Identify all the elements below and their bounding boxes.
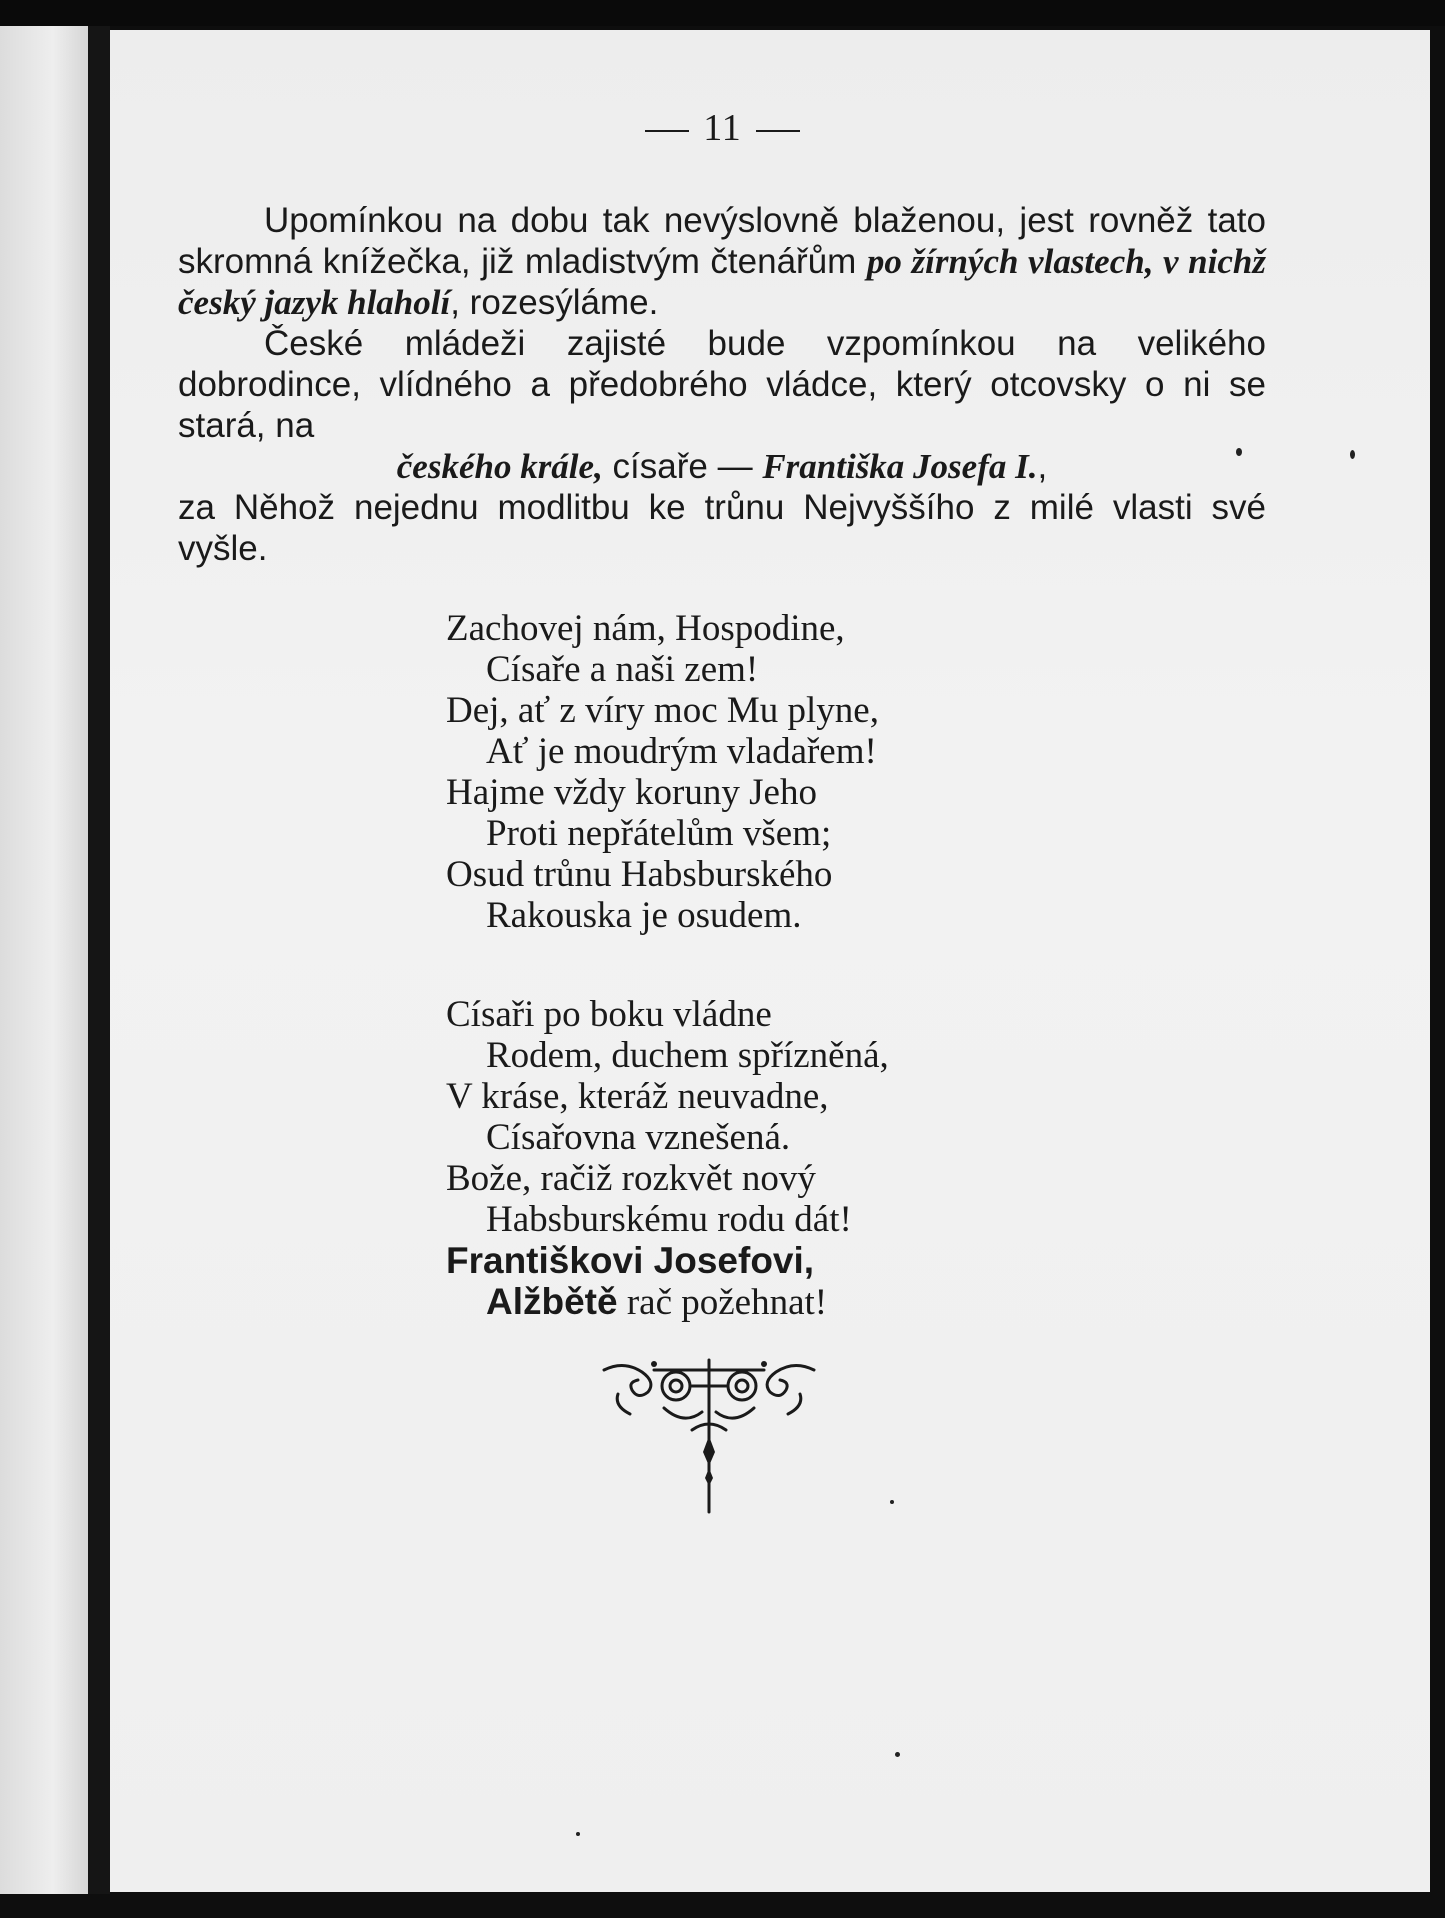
verse-line: V kráse, kteráž neuvadne, [446,1076,829,1117]
ink-speck [1350,450,1355,459]
intro-paragraph-3: za Něhož nejednu modlitbu ke trůnu Nejvyššího z milé vlasti své vyšle. [178,488,1266,568]
verse-line-final [446,1281,889,1323]
stanza-1 [446,608,889,936]
intro-text [178,200,1266,569]
king-emperor: císaře — [602,447,763,486]
scan-top-edge [0,0,1445,26]
anthem-verse [446,608,889,1381]
intro-p1-emphasis: po žírných vlastech, v nichž český jazyk hlaholí [178,242,1266,322]
header-dash-left [645,130,689,132]
intro-paragraph-2: České mládeži zajisté bude vzpomínkou na velikého dobrodince, vlídného a předobrého vládce, který otcovsky o ni se stará, na [178,324,1266,445]
king-comma: , [1037,447,1048,486]
empress-name: Alžbětě [486,1281,618,1322]
verse-line: Císaři po boku vládne [446,994,772,1035]
verse-line: Proti nepřátelům všem; [486,813,832,854]
verse-line: Dej, ať z víry moc Mu plyne, [446,690,879,731]
verse-line: Císařovna vznešená. [486,1117,791,1158]
ink-speck [890,1500,894,1504]
decorative-ornament-icon [594,1356,824,1516]
intro-p1-text: Upomínkou na dobu tak nevýslovně blaženou, jest rovněž tato skromná knížečka, již mladistvým čtenářům [178,201,1266,281]
previous-page-edge [0,26,88,1894]
stanza-2 [446,994,889,1323]
intro-p1-end: , rozesýláme. [450,283,659,322]
king-name: Františka Josefa I. [762,447,1038,486]
verse-line: Habsburskému rodu dát! [486,1199,852,1240]
verse-line: Hajme vždy koruny Jeho [446,772,817,813]
header-dash-right [756,130,800,132]
verse-line-bold: Františkovi Josefovi, [446,1240,815,1281]
verse-line: Rakouska je osudem. [486,895,802,936]
page-number-header [0,106,1445,150]
verse-line: Rodem, duchem spřízněná, [486,1035,889,1076]
intro-paragraph-1 [178,200,1266,323]
ink-speck [576,1832,580,1836]
verse-line: Osud trůnu Habsburského [446,854,833,895]
verse-line: Ať je moudrým vladařem! [486,731,877,772]
verse-line: Zachovej nám, Hospodine, [446,608,845,649]
verse-line-tail: rač požehnat! [617,1282,828,1323]
verse-line: Bože, račiž rozkvět nový [446,1158,816,1199]
king-title: českého krále, [396,447,603,486]
intro-king-line [178,446,1266,487]
book-gutter [88,26,110,1894]
page-number: 11 [703,107,742,149]
ink-speck [895,1752,900,1757]
verse-line: Císaře a naši zem! [486,649,759,690]
